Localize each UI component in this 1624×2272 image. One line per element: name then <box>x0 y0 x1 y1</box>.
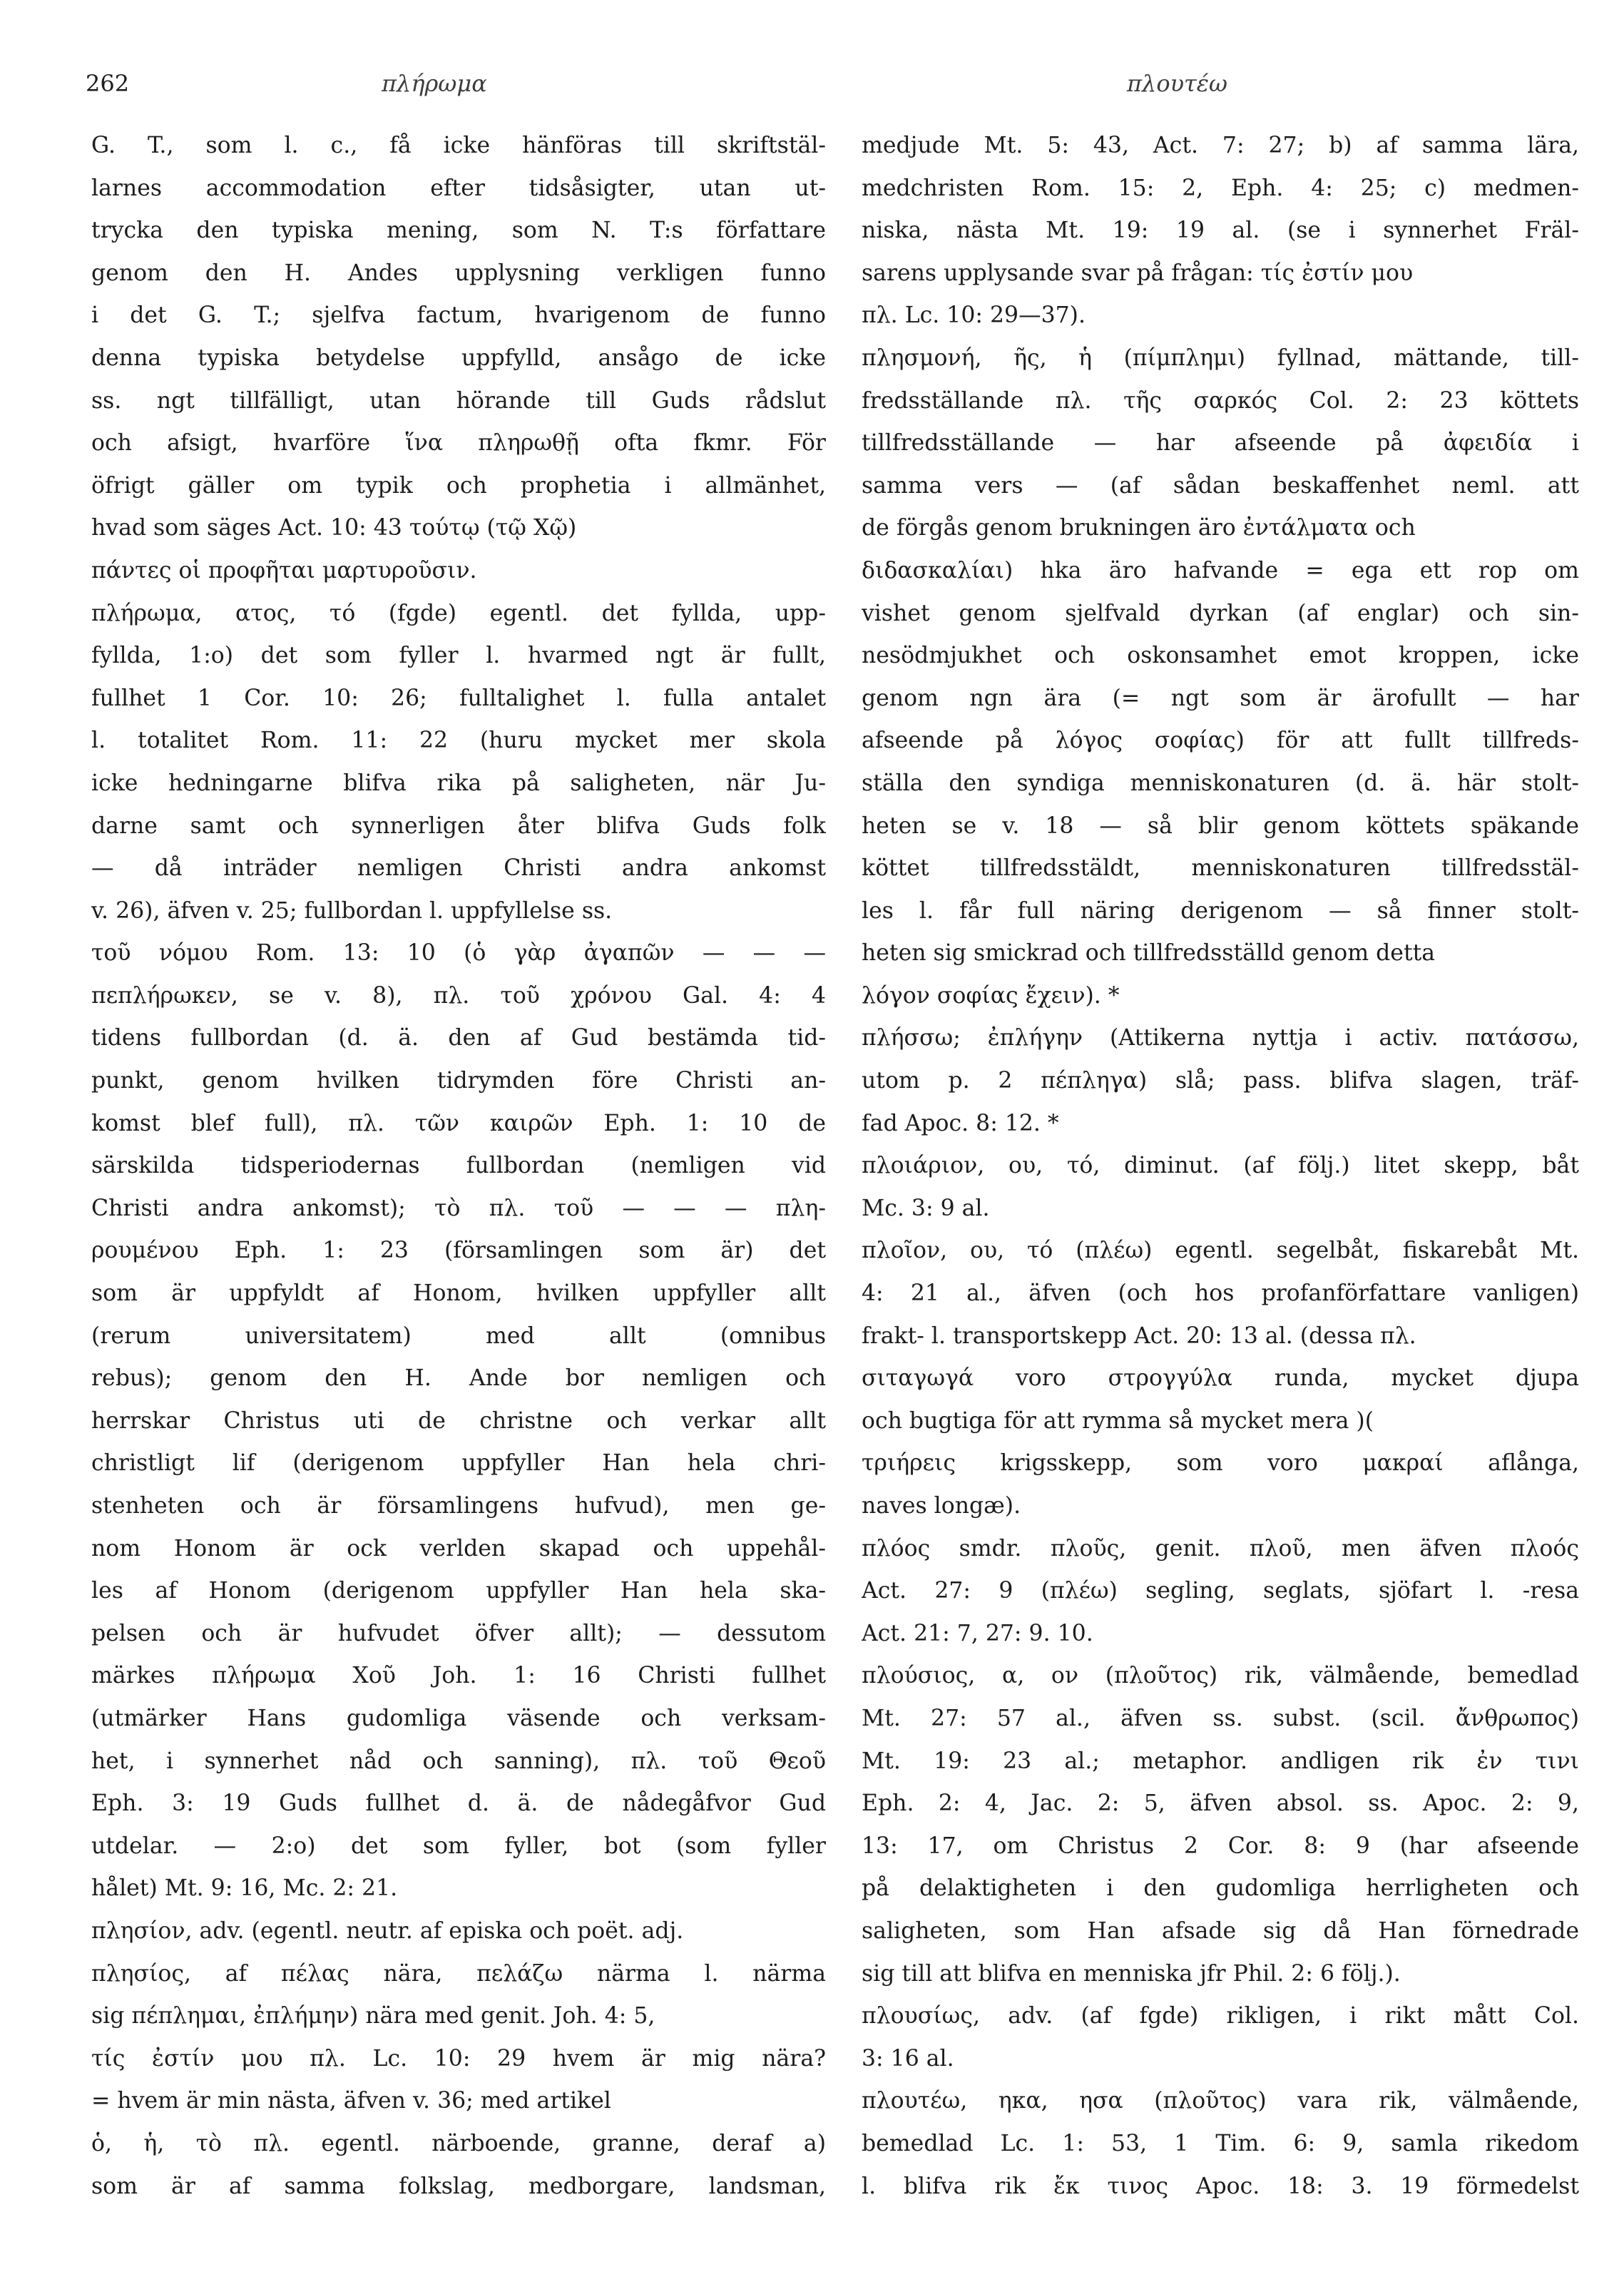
text-line: köttet tillfredsstäldt, menniskonaturen tillfredsstäl- <box>862 855 1579 882</box>
text-line: hålet) Mt. 9: 16, Mc. 2: 21. <box>91 1875 398 1902</box>
text-line: σιταγωγά voro στρογγύλα runda, mycket djupa <box>862 1365 1579 1392</box>
text-line: märkes πλήρωμα Χοῦ Joh. 1: 16 Christi fullhet <box>91 1663 826 1689</box>
text-line: ρουμένου Eph. 1: 23 (församlingen som är) det <box>91 1238 826 1264</box>
text-line: samma vers — (af sådan beskaffenhet neml. att <box>862 472 1579 499</box>
page-header <box>0 70 1624 104</box>
text-line: — då inträder nemligen Christi andra ankomst <box>91 855 826 882</box>
text-line: πλοῖον, ου, τό (πλέω) egentl. segelbåt, fiskarebåt Mt. <box>862 1238 1579 1264</box>
text-line: fredsställande πλ. τῆς σαρκός Col. 2: 23 köttets <box>862 387 1579 414</box>
text-line: saligheten, som Han afsade sig då Han förnedrade <box>862 1917 1579 1944</box>
text-line: πλήρωμα, ατος, τό (fgde) egentl. det fyllda, upp- <box>91 600 826 626</box>
text-line: sig πέπλημαι, ἐπλήμην) nära med genit. Joh. 4: 5, <box>91 2003 655 2029</box>
text-line: G. T., som l. c., få icke hänföras till skriftstäl- <box>91 133 826 158</box>
text-line: les af Honom (derigenom uppfyller Han hela ska- <box>91 1578 826 1604</box>
text-line: πλησμονή, ῆς, ἡ (πίμπλημι) fyllnad, mättande, till- <box>862 345 1579 371</box>
text-line: hvad som säges Act. 10: 43 τούτῳ (τῷ Χῷ) <box>91 515 577 541</box>
text-line: frakt- l. transportskepp Act. 20: 13 al. (dessa πλ. <box>862 1323 1416 1349</box>
text-line: fullhet 1 Cor. 10: 26; fulltalighet l. fulla antalet <box>91 685 826 711</box>
left-column <box>91 125 826 2208</box>
right-column <box>862 125 1579 2208</box>
text-line: medchristen Rom. 15: 2, Eph. 4: 25; c) medmen- <box>862 175 1579 201</box>
text-line: πλόος smdr. πλοῦς, genit. πλοῦ, men äfven πλοός <box>862 1535 1579 1562</box>
text-line: niska, nästa Mt. 19: 19 al. (se i synnerhet Fräl- <box>862 218 1579 244</box>
text-line: som är uppfyldt af Honom, hvilken uppfyller allt <box>91 1280 826 1307</box>
text-line: pelsen och är hufvudet öfver allt); — dessutom <box>91 1620 826 1646</box>
text-line: l. totalitet Rom. 11: 22 (huru mycket mer skola <box>91 728 826 754</box>
text-line: stenheten och är församlingens hufvud), men ge- <box>91 1493 826 1519</box>
text-line: de förgås genom brukningen äro ἐντάλματα och <box>862 515 1416 541</box>
text-line: darne samt och synnerligen åter blifva Guds folk <box>91 812 826 839</box>
text-line: och afsigt, hvarföre ἵνα πληρωθῇ ofta fkmr. För <box>91 430 826 457</box>
text-line: ställa den syndiga menniskonaturen (d. ä. här stolt- <box>862 770 1579 796</box>
text-line: Eph. 3: 19 Guds fullhet d. ä. de nådegåfvor Gud <box>91 1790 826 1817</box>
text-line: på delaktigheten i den gudomliga herrligheten och <box>862 1875 1579 1902</box>
text-line: les l. får full näring derigenom — så finner stolt- <box>862 897 1579 924</box>
text-line: het, i synnerhet nåd och sanning), πλ. τοῦ Θεοῦ <box>91 1748 826 1774</box>
text-line: larnes accommodation efter tidsåsigter, utan ut- <box>91 175 826 201</box>
text-line: λόγον σοφίας ἔχειν). * <box>862 982 1120 1009</box>
text-line: (rerum universitatem) med allt (omnibus <box>91 1323 826 1349</box>
text-line: afseende på λόγος σοφίας) för att fullt tillfreds- <box>862 728 1579 754</box>
text-line: tidens fullbordan (d. ä. den af Gud bestämda tid- <box>91 1025 826 1051</box>
text-line: πεπλήρωκεν, se v. 8), πλ. τοῦ χρόνου Gal. 4: 4 <box>91 982 826 1009</box>
text-line: heten sig smickrad och tillfredsställd genom detta <box>862 940 1436 967</box>
text-line: heten se v. 18 — så blir genom köttets späkande <box>862 812 1579 839</box>
text-line: bemedlad Lc. 1: 53, 1 Tim. 6: 9, samla rikedom <box>862 2130 1579 2156</box>
text-line: πλησίον, adv. (egentl. neutr. af episka och poët. adj. <box>91 1917 684 1944</box>
text-line: denna typiska betydelse uppfylld, ansågo de icke <box>91 345 826 371</box>
text-line: icke hedningarne blifva rika på saligheten, när Ju- <box>91 770 826 796</box>
text-line: sarens upplysande svar på frågan: τίς ἐστίν μου <box>862 260 1414 286</box>
text-line: Act. 27: 9 (πλέω) segling, seglats, sjöfart l. -resa <box>862 1578 1579 1604</box>
text-line: πλουσίως, adv. (af fgde) rikligen, i rikt mått Col. <box>862 2003 1579 2029</box>
text-line: vishet genom sjelfvald dyrkan (af englar) och sin- <box>862 600 1579 626</box>
text-line: christligt lif (derigenom uppfyller Han hela chri- <box>91 1450 826 1477</box>
text-line: särskilda tidsperiodernas fullbordan (nemligen vid <box>91 1153 826 1179</box>
text-line: πλουτέω, ηκα, ησα (πλοῦτος) vara rik, välmående, <box>862 2088 1579 2114</box>
text-line: Christi andra ankomst); τὸ πλ. τοῦ — — — πλη- <box>91 1195 826 1221</box>
text-line: (utmärker Hans gudomliga väsende och verksam- <box>91 1705 826 1731</box>
text-line: nesödmjukhet och oskonsamhet emot kroppen, icke <box>862 643 1579 669</box>
text-line: Act. 21: 7, 27: 9. 10. <box>862 1620 1093 1646</box>
text-line: utom p. 2 πέπληγα) slå; pass. blifva slagen, träf- <box>862 1068 1579 1094</box>
text-line: trycka den typiska mening, som N. T:s författare <box>91 218 826 244</box>
text-line: 13: 17, om Christus 2 Cor. 8: 9 (har afseende <box>862 1833 1579 1859</box>
text-line: tillfredsställande — har afseende på ἀφειδία i <box>862 430 1579 457</box>
text-line: punkt, genom hvilken tidrymden före Christi an- <box>91 1068 826 1094</box>
text-line: ss. ngt tillfälligt, utan hörande till Guds rådslut <box>91 387 826 414</box>
text-line: rebus); genom den H. Ande bor nemligen och <box>91 1365 826 1392</box>
text-line: v. 26), äfven v. 25; fullbordan l. uppfyllelse ss. <box>91 897 613 924</box>
running-head-right: πλουτέω <box>1127 70 1227 97</box>
text-line: fad Apoc. 8: 12. * <box>862 1110 1059 1136</box>
text-line: πάντες οἱ προφῆται μαρτυροῦσιν. <box>91 557 477 584</box>
text-line: genom den H. Andes upplysning verkligen funno <box>91 260 826 286</box>
text-line: ὁ, ἡ, τὸ πλ. egentl. närboende, granne, deraf a) <box>91 2130 826 2156</box>
text-line: πλοιάριον, ου, τό, diminut. (af följ.) litet skepp, båt <box>862 1153 1579 1179</box>
text-line: herrskar Christus uti de christne och verkar allt <box>91 1407 826 1434</box>
text-line: och bugtiga för att rymma så mycket mera )( <box>862 1407 1374 1434</box>
text-line: naves longæ). <box>862 1493 1021 1519</box>
text-line: sig till att blifva en menniska jfr Phil. 2: 6 följ.). <box>862 1960 1401 1987</box>
text-line: öfrigt gäller om typik och prophetia i allmänhet, <box>91 472 826 499</box>
text-line: διδασκαλίαι) hka äro hafvande = ega ett rop om <box>862 557 1579 584</box>
text-line: l. blifva rik ἔκ τινος Apoc. 18: 3. 19 förmedelst <box>862 2173 1579 2199</box>
text-line: πλ. Lc. 10: 29—37). <box>862 302 1086 329</box>
text-line: som är af samma folkslag, medborgare, landsman, <box>91 2173 826 2199</box>
text-line: Mc. 3: 9 al. <box>862 1195 990 1221</box>
text-line: πλούσιος, α, ον (πλοῦτος) rik, välmående, bemedlad <box>862 1663 1579 1689</box>
text-line: πλήσσω; ἐπλήγην (Attikerna nyttja i activ. πατάσσω, <box>862 1025 1579 1051</box>
text-line: τοῦ νόμου Rom. 13: 10 (ὁ γὰρ ἀγαπῶν — — — <box>91 940 826 967</box>
text-line: τίς ἐστίν μου πλ. Lc. 10: 29 hvem är mig nära? <box>91 2045 826 2072</box>
text-line: utdelar. — 2:o) det som fyller, bot (som fyller <box>91 1833 826 1859</box>
text-line: 3: 16 al. <box>862 2045 954 2072</box>
text-line: πλησίος, af πέλας nära, πελάζω närma l. närma <box>91 1960 826 1987</box>
text-line: τριήρεις krigsskepp, som voro μακραί aflånga, <box>862 1450 1579 1477</box>
text-line: fyllda, 1:o) det som fyller l. hvarmed ngt är fullt, <box>91 643 826 669</box>
text-line: i det G. T.; sjelfva factum, hvarigenom de funno <box>91 302 826 329</box>
text-line: = hvem är min nästa, äfven v. 36; med artikel <box>91 2088 611 2114</box>
text-line: Eph. 2: 4, Jac. 2: 5, äfven absol. ss. Apoc. 2: 9, <box>862 1790 1579 1817</box>
text-line: nom Honom är ock verlden skapad och uppehål- <box>91 1535 826 1562</box>
page-number: 262 <box>86 70 130 97</box>
text-line: Mt. 27: 57 al., äfven ss. subst. (scil. ἄνθρωπος) <box>862 1705 1579 1731</box>
text-line: genom ngn ära (= ngt som är ärofullt — har <box>862 685 1579 711</box>
running-head-left: πλήρωμα <box>382 70 487 97</box>
text-line: medjude Mt. 5: 43, Act. 7: 27; b) af samma lära, <box>862 133 1579 158</box>
text-line: 4: 21 al., äfven (och hos profanförfattare vanligen) <box>862 1280 1579 1307</box>
text-line: Mt. 19: 23 al.; metaphor. andligen rik ἐν τινι <box>862 1748 1579 1774</box>
text-line: komst blef full), πλ. τῶν καιρῶν Eph. 1: 10 de <box>91 1110 826 1136</box>
